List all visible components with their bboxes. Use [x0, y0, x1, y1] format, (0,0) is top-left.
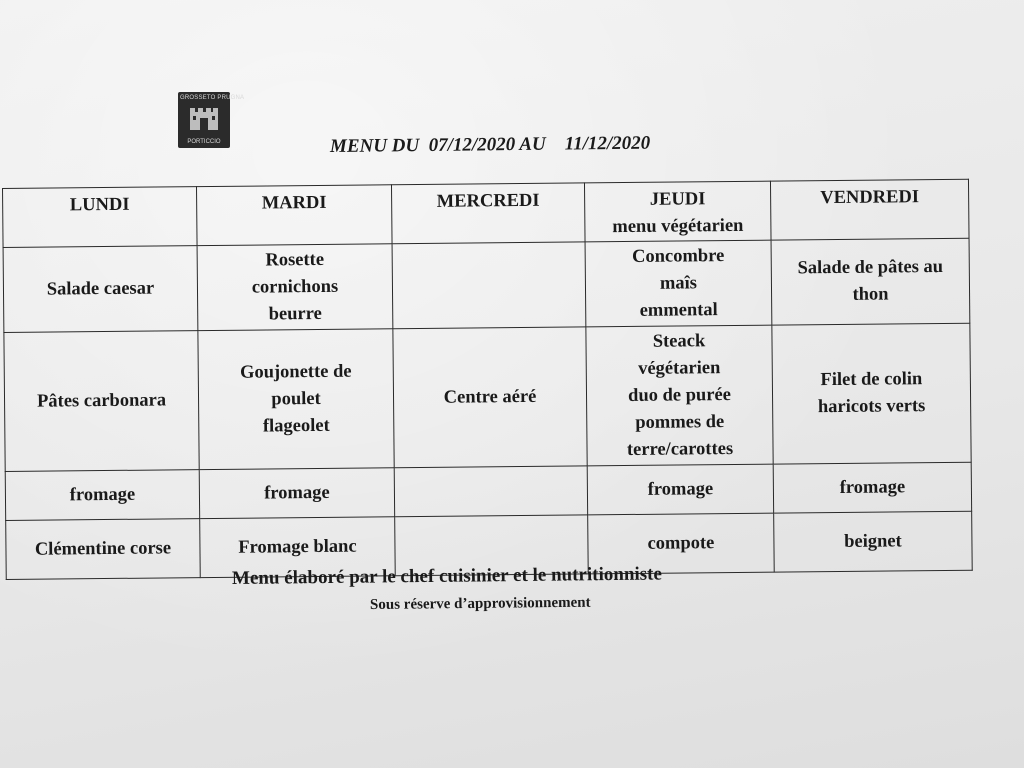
menu-title: MENU DU 07/12/2020 AU 11/12/2020	[329, 132, 651, 157]
day-header-vendredi	[770, 179, 969, 240]
dessert-cell-vendredi	[774, 511, 973, 572]
dish-text: beignet	[844, 530, 902, 552]
dish-text: duo de purée	[628, 384, 732, 406]
fromage-cell-mardi	[199, 468, 394, 519]
day-header-mardi	[196, 185, 392, 246]
dish-text: Goujonette de	[239, 361, 352, 383]
dish-text: Steack	[652, 330, 706, 352]
dish-text: Pâtes carbonara	[36, 389, 167, 412]
entree-cell-lundi	[3, 246, 198, 333]
day-name: JEUDI	[649, 189, 706, 210]
dish-text: maîs	[659, 272, 698, 294]
dish-text: Salade de pâtes au	[797, 256, 944, 279]
day-name: LUNDI	[69, 194, 130, 216]
dish-text: Concombre	[632, 245, 725, 267]
dish-text: fromage	[69, 484, 136, 505]
fromage-cell-lundi	[5, 470, 199, 521]
day-subtitle: menu végétarien	[612, 215, 744, 238]
day-header-jeudi	[584, 181, 771, 242]
dish-text: compote	[647, 532, 715, 554]
fromage-cell-jeudi	[587, 464, 773, 515]
menu-table	[2, 179, 973, 580]
entree-cell-jeudi	[585, 240, 772, 327]
dish-text: cornichons	[251, 276, 339, 298]
dish-text: Fromage blanc	[238, 536, 357, 558]
day-header-mercredi	[391, 183, 585, 244]
day-name: VENDREDI	[820, 187, 920, 209]
castle-icon	[188, 104, 220, 132]
dish-text: fromage	[647, 478, 714, 500]
dish-text: flageolet	[262, 415, 330, 437]
dish-text: végétarien	[638, 357, 721, 379]
logo-top-text: GROSSETO PRUGNA	[180, 95, 245, 101]
plat-cell-jeudi	[586, 325, 773, 466]
dish-text: fromage	[839, 476, 906, 498]
dish-text: Centre aéré	[443, 386, 537, 408]
logo-bottom-text: PORTICCIO	[187, 139, 221, 145]
dish-text: emmental	[639, 299, 718, 321]
plat-cell-mardi	[198, 329, 394, 470]
day-header-lundi	[3, 187, 198, 248]
fromage-cell-vendredi	[773, 462, 971, 513]
plat-cell-lundi	[4, 331, 199, 472]
fromage-cell-mercredi	[394, 466, 587, 517]
dish-text: Filet de colin	[820, 369, 923, 391]
entree-cell-mercredi	[392, 242, 586, 329]
entree-cell-mardi	[197, 244, 393, 331]
dish-text: Clémentine corse	[34, 537, 172, 560]
day-name: MARDI	[261, 192, 327, 214]
dessert-cell-lundi	[6, 519, 201, 580]
day-name: MERCREDI	[436, 190, 540, 212]
footer-note: Menu élaboré par le chef cuisinier et le nutritionniste	[231, 563, 663, 589]
plat-cell-vendredi	[772, 323, 971, 464]
dish-text: thon	[852, 284, 889, 305]
entree-cell-vendredi	[771, 238, 970, 325]
footer-disclaimer: Sous réserve d’approvisionnement	[369, 594, 591, 613]
dish-text: haricots verts	[817, 396, 926, 418]
entree-row	[3, 238, 970, 332]
dish-text: terre/carottes	[626, 438, 734, 460]
plat-row	[4, 323, 971, 471]
header-row	[3, 179, 970, 247]
plat-cell-mercredi	[393, 327, 587, 468]
dish-text: pommes de	[635, 411, 725, 433]
town-logo	[178, 92, 245, 148]
dish-text: beurre	[268, 303, 322, 324]
dish-text: Rosette	[265, 249, 325, 270]
dish-text: poulet	[271, 388, 321, 409]
dish-text: Salade caesar	[46, 278, 155, 300]
dish-text: fromage	[264, 482, 330, 503]
